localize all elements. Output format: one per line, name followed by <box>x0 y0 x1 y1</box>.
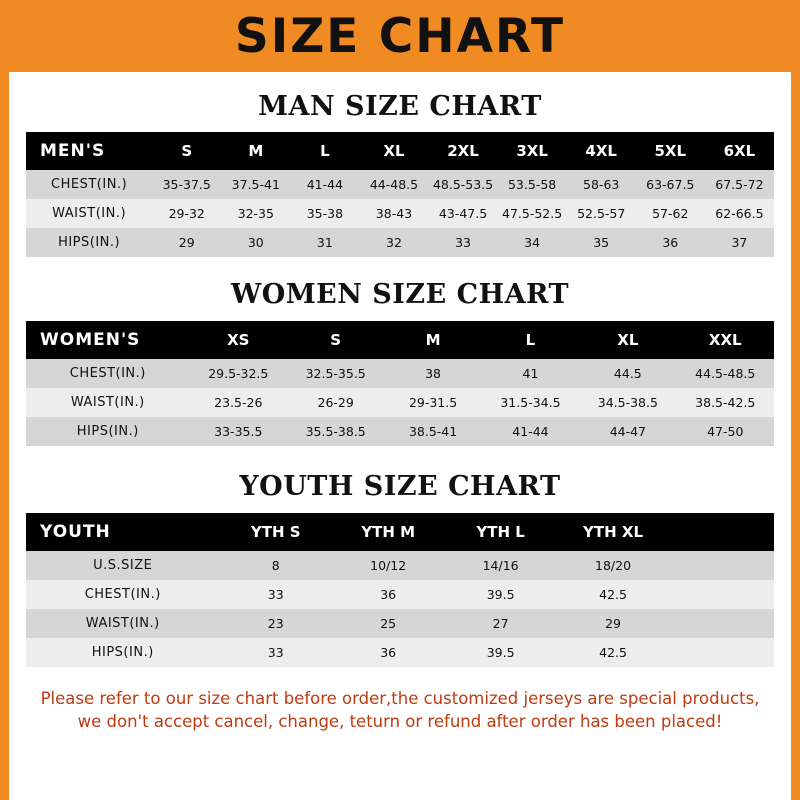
banner <box>0 0 800 72</box>
section-youth <box>9 471 791 667</box>
column-header-spacer <box>669 513 774 551</box>
cell: 38 <box>384 359 481 388</box>
column-header: 2XL <box>429 132 498 170</box>
footer-note-line2: we don't accept cancel, change, teturn or refund after order has been placed! <box>77 712 723 732</box>
section-title-youth: YOUTH SIZE CHART <box>239 471 561 502</box>
cell: 29-32 <box>152 199 221 228</box>
table-row <box>26 551 774 580</box>
cell: 41-44 <box>482 417 579 446</box>
cell: 52.5-57 <box>567 199 636 228</box>
cell: 25 <box>332 609 444 638</box>
cell: 44.5-48.5 <box>677 359 774 388</box>
cell: 35-38 <box>290 199 359 228</box>
cell: 44-47 <box>579 417 676 446</box>
cell: 43-47.5 <box>429 199 498 228</box>
column-header: YTH M <box>332 513 444 551</box>
cell-spacer <box>669 609 774 638</box>
cell: 58-63 <box>567 170 636 199</box>
cell: 33-35.5 <box>190 417 287 446</box>
column-header: M <box>384 321 481 359</box>
cell: 33 <box>220 638 332 667</box>
table-row <box>26 199 774 228</box>
cell: 32-35 <box>221 199 290 228</box>
column-header: 5XL <box>636 132 705 170</box>
cell: 48.5-53.5 <box>429 170 498 199</box>
cell: 37.5-41 <box>221 170 290 199</box>
banner-title: SIZE CHART <box>234 8 566 64</box>
cell: 38.5-41 <box>384 417 481 446</box>
table-man <box>26 132 774 257</box>
column-header: YTH XL <box>557 513 669 551</box>
cell: 33 <box>429 228 498 257</box>
table-row <box>26 580 774 609</box>
table-row <box>26 638 774 667</box>
row-label-header: YOUTH <box>26 513 220 551</box>
row-label: CHEST(IN.) <box>26 359 190 388</box>
table-man-head <box>26 132 774 170</box>
cell: 32 <box>359 228 428 257</box>
table-row <box>26 228 774 257</box>
table-women-body <box>26 359 774 446</box>
section-man <box>9 91 791 257</box>
cell-spacer <box>669 551 774 580</box>
column-header: 3XL <box>498 132 567 170</box>
column-header: XS <box>190 321 287 359</box>
cell: 47-50 <box>677 417 774 446</box>
row-label: U.S.SIZE <box>26 551 220 580</box>
cell: 31 <box>290 228 359 257</box>
cell: 44.5 <box>579 359 676 388</box>
cell: 62-66.5 <box>705 199 774 228</box>
table-youth <box>26 513 774 667</box>
table-row <box>26 417 774 446</box>
cell: 29.5-32.5 <box>190 359 287 388</box>
table-row <box>26 388 774 417</box>
cell: 35.5-38.5 <box>287 417 384 446</box>
row-label: HIPS(IN.) <box>26 228 152 257</box>
row-label: WAIST(IN.) <box>26 609 220 638</box>
cell: 36 <box>332 638 444 667</box>
cell: 18/20 <box>557 551 669 580</box>
section-women <box>9 279 791 446</box>
cell: 37 <box>705 228 774 257</box>
row-label: WAIST(IN.) <box>26 388 190 417</box>
table-row <box>26 609 774 638</box>
row-label-header: WOMEN'S <box>26 321 190 359</box>
column-header: YTH S <box>220 513 332 551</box>
cell: 63-67.5 <box>636 170 705 199</box>
cell: 42.5 <box>557 638 669 667</box>
table-youth-body <box>26 551 774 667</box>
cell: 33 <box>220 580 332 609</box>
footer-note-line1: Please refer to our size chart before order,the customized jerseys are special products, <box>40 689 760 708</box>
cell: 27 <box>444 609 556 638</box>
column-header: S <box>287 321 384 359</box>
section-title-women: WOMEN SIZE CHART <box>230 279 570 310</box>
table-header-row <box>26 321 774 359</box>
cell: 14/16 <box>444 551 556 580</box>
cell-spacer <box>669 638 774 667</box>
cell: 41 <box>482 359 579 388</box>
table-women <box>26 321 774 446</box>
cell: 53.5-58 <box>498 170 567 199</box>
column-header: S <box>152 132 221 170</box>
cell-spacer <box>669 580 774 609</box>
column-header: L <box>482 321 579 359</box>
cell: 23 <box>220 609 332 638</box>
cell: 47.5-52.5 <box>498 199 567 228</box>
cell: 36 <box>332 580 444 609</box>
cell: 32.5-35.5 <box>287 359 384 388</box>
cell: 29 <box>557 609 669 638</box>
row-label: WAIST(IN.) <box>26 199 152 228</box>
cell: 23.5-26 <box>190 388 287 417</box>
cell: 57-62 <box>636 199 705 228</box>
column-header: M <box>221 132 290 170</box>
column-header: XL <box>359 132 428 170</box>
column-header: YTH L <box>444 513 556 551</box>
section-title-man: MAN SIZE CHART <box>258 91 542 122</box>
column-header: XL <box>579 321 676 359</box>
cell: 38.5-42.5 <box>677 388 774 417</box>
row-label: CHEST(IN.) <box>26 170 152 199</box>
cell: 29 <box>152 228 221 257</box>
cell: 41-44 <box>290 170 359 199</box>
cell: 29-31.5 <box>384 388 481 417</box>
cell: 39.5 <box>444 580 556 609</box>
cell: 8 <box>220 551 332 580</box>
column-header: L <box>290 132 359 170</box>
cell: 35 <box>567 228 636 257</box>
cell: 34 <box>498 228 567 257</box>
cell: 34.5-38.5 <box>579 388 676 417</box>
cell: 36 <box>636 228 705 257</box>
row-label-header: MEN'S <box>26 132 152 170</box>
column-header: 4XL <box>567 132 636 170</box>
table-man-body <box>26 170 774 257</box>
table-women-head <box>26 321 774 359</box>
table-header-row <box>26 513 774 551</box>
cell: 38-43 <box>359 199 428 228</box>
column-header: XXL <box>677 321 774 359</box>
column-header: 6XL <box>705 132 774 170</box>
footer-note <box>26 687 774 734</box>
cell: 39.5 <box>444 638 556 667</box>
cell: 44-48.5 <box>359 170 428 199</box>
cell: 26-29 <box>287 388 384 417</box>
cell: 35-37.5 <box>152 170 221 199</box>
row-label: CHEST(IN.) <box>26 580 220 609</box>
row-label: HIPS(IN.) <box>26 638 220 667</box>
cell: 31.5-34.5 <box>482 388 579 417</box>
row-label: HIPS(IN.) <box>26 417 190 446</box>
cell: 10/12 <box>332 551 444 580</box>
table-youth-head <box>26 513 774 551</box>
table-header-row <box>26 132 774 170</box>
table-row <box>26 170 774 199</box>
cell: 30 <box>221 228 290 257</box>
table-row <box>26 359 774 388</box>
cell: 67.5-72 <box>705 170 774 199</box>
cell: 42.5 <box>557 580 669 609</box>
